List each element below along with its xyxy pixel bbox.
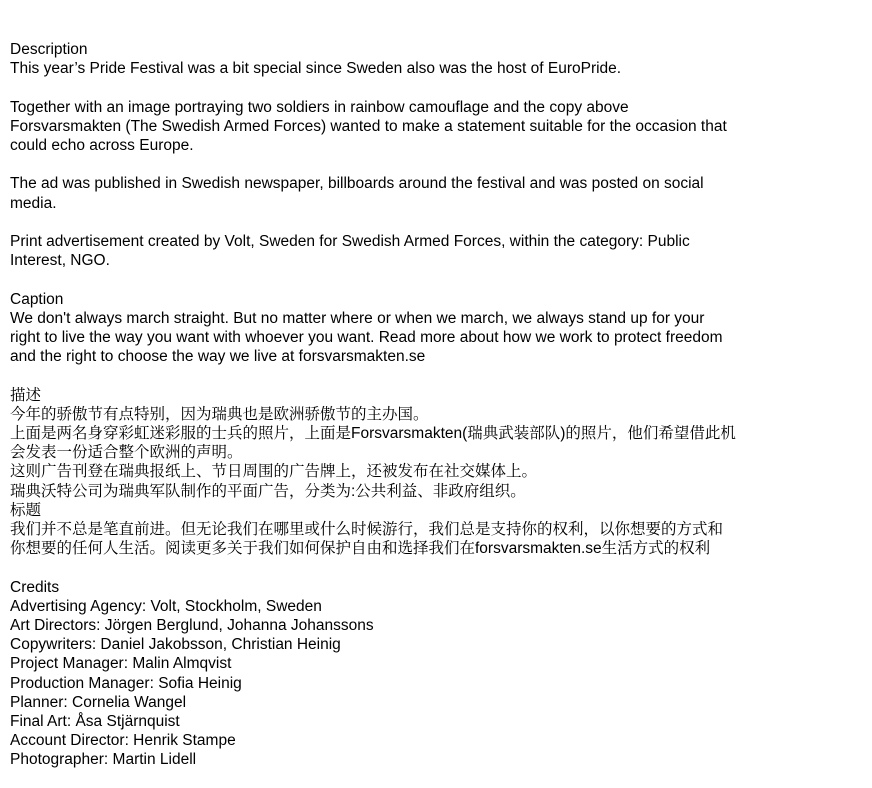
text-line: media. <box>10 194 57 212</box>
description-paragraph-3 <box>10 174 862 212</box>
description-intro-line: This year’s Pride Festival was a bit special since Sweden also was the host of EuroPride. <box>10 60 622 78</box>
text-line: right to live the way you want with whoever you want. Read more about how we work to protect freedom <box>10 328 723 346</box>
text-line: 上面是两名身穿彩虹迷彩服的士兵的照片，上面是Forsvarsmakten(瑞典武装部队)的照片，他们希望借此机 <box>10 424 736 442</box>
description-paragraph-2 <box>10 98 862 156</box>
chinese-caption-heading: 标题 <box>10 501 42 519</box>
text-line: We don't always march straight. But no matter where or when we march, we always stand up for your <box>10 309 705 327</box>
text-line: Together with an image portraying two soldiers in rainbow camouflage and the copy above <box>10 98 629 116</box>
chinese-translation-section <box>10 386 862 559</box>
credit-line-final-art: Final Art: Åsa Stjärnquist <box>10 713 180 731</box>
credit-line-art-directors: Art Directors: Jörgen Berglund, Johanna Johanssons <box>10 617 374 634</box>
credit-line-photographer: Photographer: Martin Lidell <box>10 751 197 769</box>
credit-line-account-director: Account Director: Henrik Stampe <box>10 732 236 750</box>
caption-section <box>10 290 862 367</box>
credit-line-advertising-agency: Advertising Agency: Volt, Stockholm, Sweden <box>10 597 322 615</box>
text-line: 今年的骄傲节有点特别，因为瑞典也是欧洲骄傲节的主办国。 <box>10 405 429 423</box>
text-line: Print advertisement created by Volt, Sweden for Swedish Armed Forces, within the category: Public <box>10 232 690 250</box>
text-line: Interest, NGO. <box>10 252 110 270</box>
credits-section <box>10 578 862 770</box>
text-line: The ad was published in Swedish newspaper, billboards around the festival and was posted on social <box>10 175 704 193</box>
text-line: 瑞典沃特公司为瑞典军队制作的平面广告，分类为:公共利益、非政府组织。 <box>10 482 526 500</box>
description-paragraph-4 <box>10 232 862 270</box>
caption-heading: Caption <box>10 290 64 308</box>
credits-heading: Credits <box>10 578 60 596</box>
text-line: and the right to choose the way we live at forsvarsmakten.se <box>10 348 426 366</box>
text-line: 我们并不总是笔直前进。但无论我们在哪里或什么时候游行，我们总是支持你的权利，以你想要的方式和 <box>10 521 724 538</box>
text-line: Forsvarsmakten (The Swedish Armed Forces) wanted to make a statement suitable for the occasion that <box>10 117 727 135</box>
credit-line-production-manager: Production Manager: Sofia Heinig <box>10 674 242 692</box>
text-line: could echo across Europe. <box>10 137 194 154</box>
credit-line-planner: Planner: Cornelia Wangel <box>10 693 187 711</box>
chinese-description-heading: 描述 <box>10 386 42 404</box>
credit-line-project-manager: Project Manager: Malin Almqvist <box>10 655 232 673</box>
text-line: 你想要的任何人生活。阅读更多关于我们如何保护自由和选择我们在forsvarsmakten.se生活方式的权利 <box>10 540 711 558</box>
credit-line-copywriters: Copywriters: Daniel Jakobsson, Christian Heinig <box>10 636 341 654</box>
description-section <box>10 40 862 78</box>
text-line: 会发表一份适合整个欧洲的声明。 <box>10 444 243 462</box>
description-heading: Description <box>10 41 88 58</box>
text-line: 这则广告刊登在瑞典报纸上、节日周围的广告牌上，还被发布在社交媒体上。 <box>10 463 538 481</box>
